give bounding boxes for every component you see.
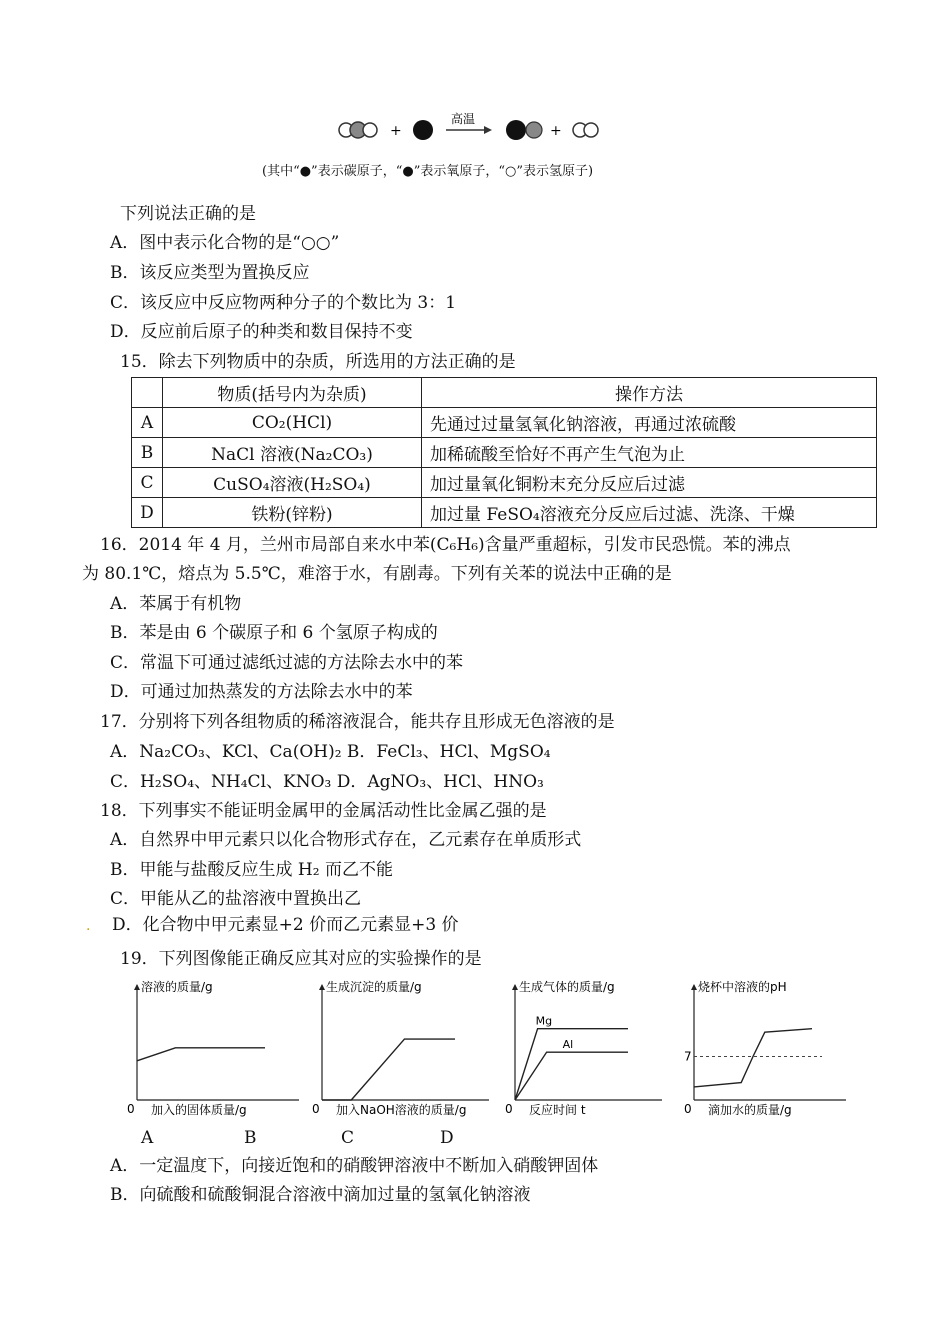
q16-stem-line-1: 16．2014 年 4 月，兰州市局部自来水中苯(C₆H₆)含量严重超标，引发市民恐慌。苯的沸点 (100, 535, 791, 555)
option-cell: B (132, 438, 163, 468)
option-cell: D (132, 498, 163, 528)
q17-options-cd: C．H₂SO₄、NH₄Cl、KNO₃ D．AgNO₃、HCl、HNO₃ (110, 772, 544, 792)
chart-label-c: C (341, 1128, 355, 1148)
q16-option-d: D．可通过加热蒸发的方法除去水中的苯 (110, 682, 413, 702)
q14-option-d: D．反应前后原子的种类和数目保持不变 (110, 322, 413, 342)
arrow-label: 高温 (451, 112, 476, 126)
method-cell: 加稀硫酸至恰好不再产生气泡为止 (422, 438, 877, 468)
substance-cell: CuSO₄溶液(H₂SO₄) (163, 468, 422, 498)
table-row (132, 468, 877, 498)
substance-cell: NaCl 溶液(Na₂CO₃) (163, 438, 422, 468)
series-line-Al (515, 1052, 628, 1100)
y-axis-arrow (134, 984, 140, 990)
q14-option-a: A．图中表示化合物的是“○○” (110, 233, 340, 253)
chart-c (503, 975, 668, 1125)
x-axis-label: 滴加水的质量/g (708, 1103, 792, 1117)
q18-stem: 18．下列事实不能证明金属甲的金属活动性比金属乙强的是 (100, 801, 547, 821)
series-label: Al (562, 1038, 574, 1052)
header-cell: 操作方法 (422, 378, 877, 408)
q14-option-c: C．该反应中反应物两种分子的个数比为 3：1 (110, 293, 457, 313)
x-axis-label: 反应时间 t (529, 1103, 586, 1117)
svg-text:+: + (390, 123, 402, 139)
header-cell: 物质(括号内为杂质) (163, 378, 422, 408)
reactant-molecule-1-icon (339, 122, 377, 138)
table-row (132, 408, 877, 438)
table-row (132, 438, 877, 468)
q15-stem: 15．除去下列物质中的杂质，所选用的方法正确的是 (120, 352, 516, 372)
method-cell: 加过量 FeSO₄溶液充分反应后过滤、洗涤、干燥 (422, 498, 877, 528)
q19-option-b: B．向硫酸和硫酸铜混合溶液中滴加过量的氢氧化钠溶液 (110, 1185, 531, 1205)
series-line-溶液 (137, 1048, 265, 1061)
y-axis-arrow (512, 984, 518, 990)
q16-stem-line-2: 为 80.1℃，熔点为 5.5℃，难溶于水，有剧毒。下列有关苯的说法中正确的是 (82, 564, 672, 584)
series-line-pH (694, 1029, 812, 1087)
q16-option-a: A．苯属于有机物 (110, 594, 242, 614)
table-row (132, 498, 877, 528)
origin-label: 0 (312, 1102, 320, 1116)
q14-option-b: B．该反应类型为置换反应 (110, 263, 310, 283)
chart-c-svg (503, 975, 668, 1120)
chart-b (310, 975, 495, 1125)
y-axis-label: 生成气体的质量/g (519, 980, 615, 994)
reference-label: 7 (684, 1049, 692, 1064)
table-header-row (132, 378, 877, 408)
series-line-沉淀 (322, 1039, 455, 1100)
origin-label: 0 (505, 1102, 513, 1116)
q16-option-b: B．苯是由 6 个碳原子和 6 个氢原子构成的 (110, 623, 438, 643)
q18-option-b: B．甲能与盐酸反应生成 H₂ 而乙不能 (110, 860, 393, 880)
substance-cell: 铁粉(锌粉) (163, 498, 422, 528)
option-cell: C (132, 468, 163, 498)
diagram-caption: (其中“●”表示碳原子，“●”表示氧原子，“○”表示氢原子) (262, 164, 594, 179)
q18-option-a: A．自然界中甲元素只以化合物形式存在，乙元素存在单质形式 (110, 830, 582, 850)
q16-option-c: C．常温下可通过滤纸过滤的方法除去水中的苯 (110, 653, 464, 673)
q17-stem: 17．分别将下列各组物质的稀溶液混合，能共存且形成无色溶液的是 (100, 712, 615, 732)
y-axis-label: 烧杯中溶液的pH (698, 980, 787, 994)
q19-option-a: A．一定温度下，向接近饱和的硝酸钾溶液中不断加入硝酸钾固体 (110, 1156, 599, 1176)
y-axis-label: 生成沉淀的质量/g (326, 980, 422, 994)
y-axis-arrow (319, 984, 325, 990)
option-cell: A (132, 408, 163, 438)
x-axis-label: 加入的固体质量/g (151, 1103, 247, 1117)
method-cell: 先通过过量氢氧化钠溶液，再通过浓硫酸 (422, 408, 877, 438)
method-cell: 加过量氧化铜粉末充分反应后过滤 (422, 468, 877, 498)
chart-label-b: B (244, 1128, 257, 1148)
carbon-atom-icon (413, 120, 433, 140)
origin-label: 0 (684, 1102, 692, 1116)
q17-options-ab: A．Na₂CO₃、KCl、Ca(OH)₂ B．FeCl₃、HCl、MgSO₄ (110, 742, 551, 762)
header-cell (132, 378, 163, 408)
svg-text:+: + (550, 123, 562, 139)
substance-cell: CO₂(HCl) (163, 408, 422, 438)
chart-a-svg (125, 975, 305, 1120)
product-molecule-1-icon (506, 120, 542, 140)
chart-a (125, 975, 305, 1125)
margin-mark: . (86, 918, 91, 934)
q18-option-c: C．甲能从乙的盐溶液中置换出乙 (110, 889, 362, 909)
q18-option-d: D．化合物中甲元素显+2 价而乙元素显+3 价 (112, 915, 459, 935)
chart-b-svg (310, 975, 495, 1120)
q19-stem: 19．下列图像能正确反应其对应的实验操作的是 (120, 949, 482, 969)
chart-d-svg (682, 975, 852, 1120)
series-label: Mg (535, 1014, 553, 1028)
y-axis-label: 溶液的质量/g (141, 980, 213, 994)
chart-d (682, 975, 852, 1125)
chart-label-d: D (440, 1128, 454, 1148)
q15-table (131, 377, 877, 528)
origin-label: 0 (127, 1102, 135, 1116)
y-axis-arrow (691, 984, 697, 990)
x-axis-label: 加入NaOH溶液的质量/g (336, 1103, 467, 1117)
hydrogen-molecule-icon (573, 123, 598, 137)
chart-label-a: A (141, 1128, 154, 1148)
q14-stem: 下列说法正确的是 (120, 204, 256, 224)
